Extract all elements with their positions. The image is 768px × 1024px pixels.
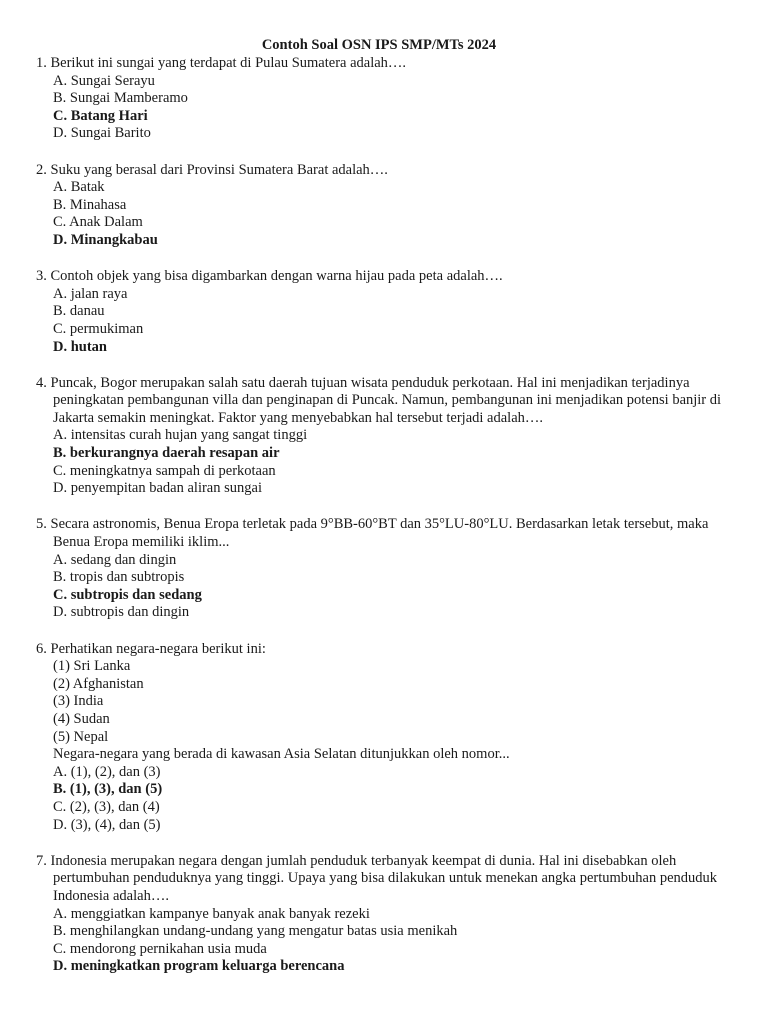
- answer-option: C. meningkatnya sampah di perkotaan: [53, 462, 276, 479]
- question-followup: Negara-negara yang berada di kawasan Asia Selatan ditunjukkan oleh nomor...: [53, 746, 510, 763]
- answer-option: A. Batak: [53, 179, 105, 196]
- answer-option-correct: C. subtropis dan sedang: [53, 586, 202, 603]
- answer-option: D. Sungai Barito: [53, 125, 151, 142]
- answer-option: B. danau: [53, 303, 105, 320]
- answer-option: C. mendorong pernikahan usia muda: [53, 940, 267, 957]
- answer-option: B. Minahasa: [53, 196, 127, 213]
- question-list: [36, 55, 736, 994]
- question-list-item: (1) Sri Lanka: [53, 658, 131, 675]
- answer-option: B. menghilangkan undang-undang yang mengatur batas usia menikah: [53, 923, 458, 940]
- question-6: [36, 641, 736, 835]
- answer-option-correct: D. Minangkabau: [53, 231, 158, 248]
- answer-option: C. permukiman: [53, 320, 144, 337]
- answer-option: A. Sungai Serayu: [53, 72, 155, 89]
- answer-option: B. Sungai Mamberamo: [53, 90, 188, 107]
- answer-option: C. Anak Dalam: [53, 214, 143, 231]
- question-4: [36, 375, 736, 498]
- answer-option-correct: C. Batang Hari: [53, 107, 148, 124]
- page-title: Contoh Soal OSN IPS SMP/MTs 2024: [261, 37, 497, 53]
- question-stem: 1. Berikut ini sungai yang terdapat di Pulau Sumatera adalah….: [36, 55, 407, 71]
- answer-option: A. sedang dan dingin: [53, 551, 177, 568]
- question-list-item: (2) Afghanistan: [53, 675, 144, 692]
- answer-option: A. intensitas curah hujan yang sangat tinggi: [53, 427, 308, 444]
- question-3: [36, 268, 736, 356]
- answer-option: D. subtropis dan dingin: [53, 604, 190, 621]
- question-7: [36, 853, 736, 976]
- answer-option: C. (2), (3), dan (4): [53, 798, 160, 815]
- answer-option: D. (3), (4), dan (5): [53, 816, 161, 833]
- question-list-item: (3) India: [53, 693, 104, 710]
- question-stem: 7. Indonesia merupakan negara dengan jumlah penduduk terbanyak keempat di dunia. Hal ini disebabkan oleh pertumbuhan penduduknya yang tinggi. Upaya yang bisa dilakukan untuk menekan angka pertumbuhan penduduk Indonesia adalah….: [36, 852, 718, 904]
- question-5: [36, 516, 736, 622]
- answer-option-correct: D. meningkatkan program keluarga berencana: [53, 958, 345, 975]
- question-2: [36, 162, 736, 250]
- question-stem: 5. Secara astronomis, Benua Eropa terletak pada 9°BB-60°BT dan 35°LU-80°LU. Berdasarkan letak tersebut, maka Benua Eropa memiliki iklim...: [36, 516, 709, 551]
- answer-option: B. tropis dan subtropis: [53, 569, 185, 586]
- question-1: [36, 55, 736, 143]
- question-stem: 3. Contoh objek yang bisa digambarkan dengan warna hijau pada peta adalah….: [36, 268, 503, 285]
- question-stem: 2. Suku yang berasal dari Provinsi Sumatera Barat adalah….: [36, 161, 388, 178]
- answer-option-correct: D. hutan: [53, 338, 107, 355]
- question-stem: 6. Perhatikan negara-negara berikut ini:: [36, 640, 266, 657]
- answer-option: A. jalan raya: [53, 285, 128, 302]
- answer-option-correct: B. (1), (3), dan (5): [53, 781, 163, 798]
- answer-option: A. menggiatkan kampanye banyak anak banyak rezeki: [53, 905, 370, 922]
- answer-option: A. (1), (2), dan (3): [53, 763, 161, 780]
- question-stem: 4. Puncak, Bogor merupakan salah satu daerah tujuan wisata penduduk perkotaan. Hal ini menjadikan terjadinya peningkatan pembangunan villa dan penginapan di Puncak. Namun, pembangunan ini menjadikan potensi banjir di Jakarta semakin meningkat. Faktor yang menyebabkan hal tersebut terjadi adalah….: [36, 374, 722, 426]
- answer-option: D. penyempitan badan aliran sungai: [53, 480, 262, 497]
- question-list-item: (5) Nepal: [53, 728, 109, 745]
- answer-option-correct: B. berkurangnya daerah resapan air: [53, 445, 280, 462]
- question-list-item: (4) Sudan: [53, 710, 110, 727]
